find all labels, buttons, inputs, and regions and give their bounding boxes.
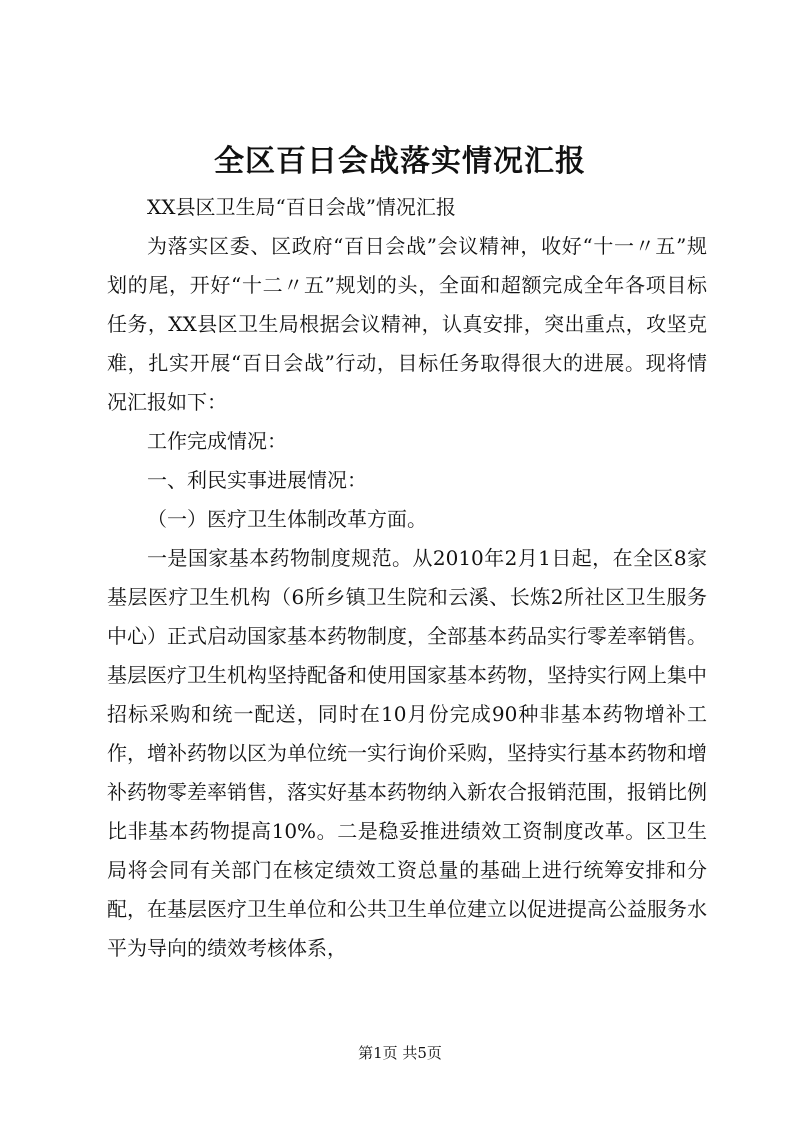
paragraph-subtitle: XX县区卫生局“百日会战”情况汇报	[147, 195, 456, 219]
paragraph-subitem-heading: （一）医疗卫生体制改革方面。	[147, 507, 427, 531]
paragraph-intro: 为落实区委、区政府“百日会战”会议精神，收好“十一〃五”规划的尾，开好“十二〃五”规划的头，全面和超额完成全年各项目标任务，XX县区卫生局根据会议精神，认真安排，突出重点，攻坚克难，扎实开展“百日会战”行动，目标任务取得很大的进展。现将情况汇报如下：	[107, 234, 707, 414]
document-title: 全区百日会战落实情况汇报	[214, 144, 586, 179]
page-number-footer: 第1页 共5页	[358, 1044, 442, 1062]
paragraph-item-heading: 一、利民实事进展情况：	[147, 468, 367, 492]
paragraph-section-heading: 工作完成情况：	[147, 429, 287, 453]
paragraph-body-text: 一是国家基本药物制度规范。从2010年2月1日起，在全区8家基层医疗卫生机构（6所乡镇卫生院和云溪、长炼2所社区卫生服务中心）正式启动国家基本药物制度，全部基本药品实行零差率销售。基层医疗卫生机构坚持配备和使用国家基本药物，坚持实行网上集中招标采购和统一配送，同时在10月份完成90种非基本药物增补工作，增补药物以区为单位统一实行询价采购，坚持实行基本药物和增补药物零差率销售，落实好基本药物纳入新农合报销范围，报销比例比非基本药物提高10%。二是稳妥推进绩效工资制度改革。区卫生局将会同有关部门在核定绩效工资总量的基础上进行统筹安排和分配，在基层医疗卫生单位和公共卫生单位建立以促进提高公益服务水平为导向的绩效考核体系，	[107, 546, 707, 960]
document-body	[107, 188, 707, 968]
